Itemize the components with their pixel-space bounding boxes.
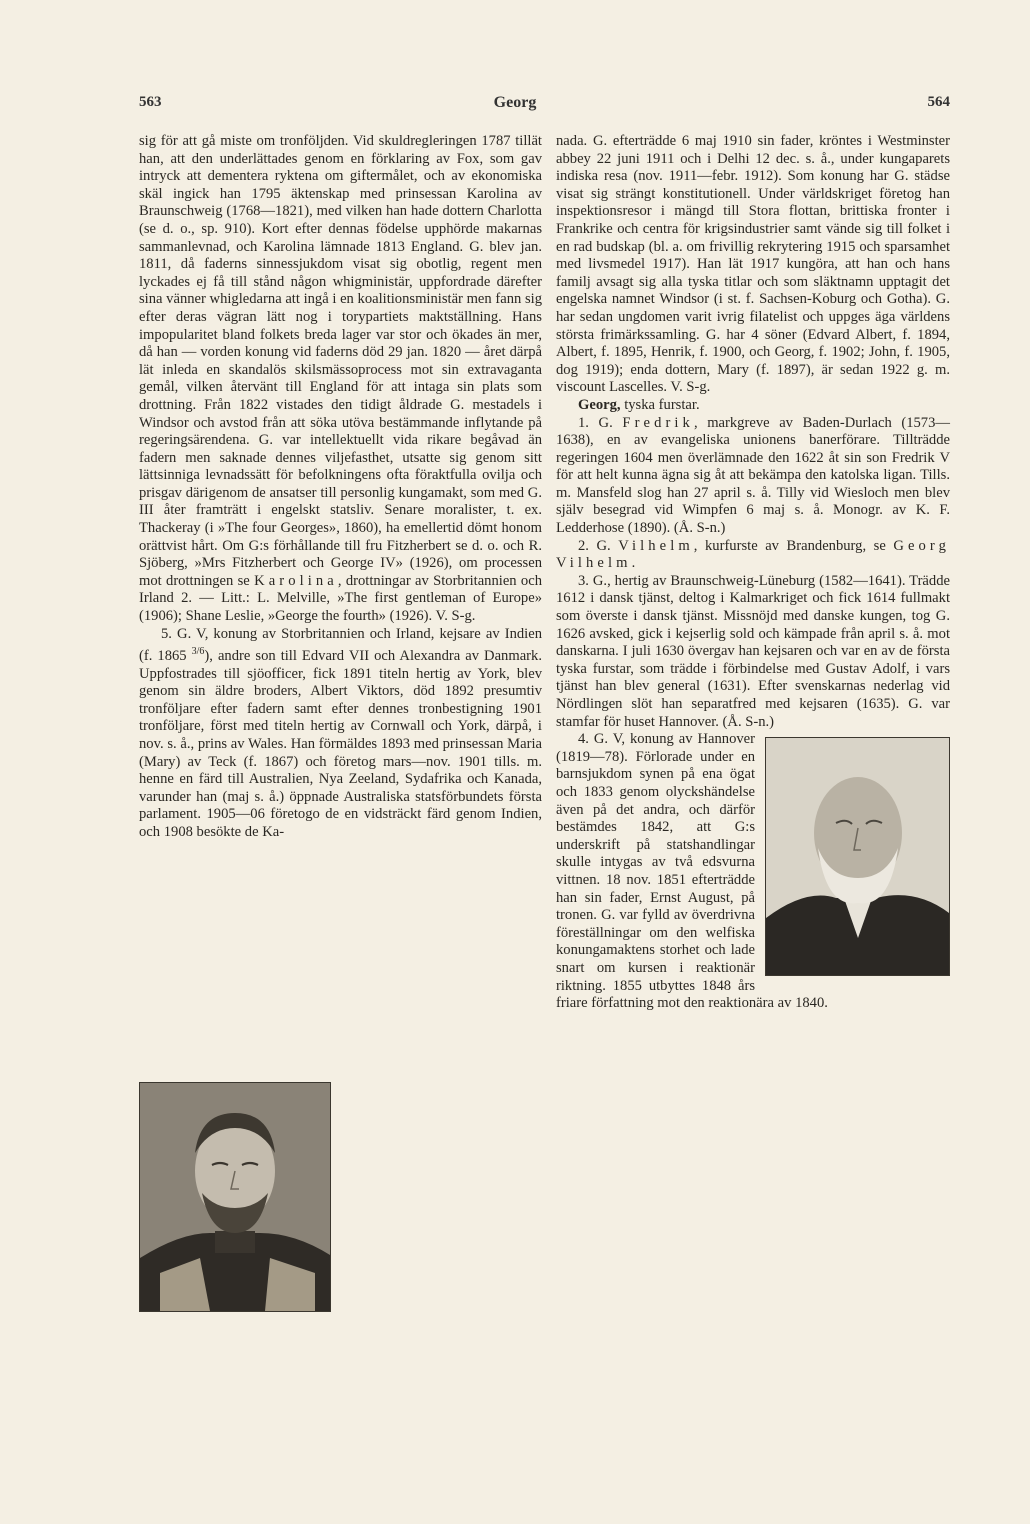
right-column <box>556 133 950 1013</box>
portrait-hannover-illustration <box>766 738 949 975</box>
left-column <box>139 133 542 842</box>
portrait-georg-v-illustration <box>140 1083 330 1311</box>
page-number-right: 564 <box>927 94 950 110</box>
paragraph-georg-v-cont: nada. G. efterträdde 6 maj 1910 sin fader, kröntes i Westminster abbey 22 juni 1911 och i Delhi 12 dec. s. å., under kungaparets indiska resa (nov. 1911—febr. 1912). Som konung har G. städse visat sig strängt konstitutionell. Under världskriget företog han inspektionsresor i mängd till Stora flottan, brittiska fronter i Frankrike och centra för krigsindustrier samt vände sig till folket i en rad budskap (bl. a. om frivillig rekrytering 1915 och sparsamhet med livsmedel 1917). Han lät 1917 kungöra, att han och hans familj avsagt sig alla tyska titlar och som släktnamn upptagit det engelska namnet Windsor (i st. f. Sachsen-Koburg och Gotha). G. har sedan ungdomen varit ivrig filatelist och uppges äga världens största frimärkssamling. G. har 4 söner (Edvard Albert, f. 1894, Albert, f. 1895, Henrik, f. 1900, och Georg, f. 1902; John, f. 1905, dog 1919); enda dottern, Mary (f. 1897), är sedan 1922 g. m. viscount Lascelles. V. S-g. <box>556 133 950 396</box>
paragraph-georg-iv-cont: sig för att gå miste om tronföljden. Vid skuldregleringen 1787 tillät han, att den underlättades genom en förklaring av Fox, som gav intryck att dementera ryktena om giftermålet, och av ekonomiska skäl ingick han 1795 äktenskap med prinsessan Karolina av Braunschweig (1768—1821), med vilken han hade dottern Charlotta (se d. o., sp. 910). Kort efter dennas födelse upphörde makarnas sammanlevnad, och Karolina lämnade 1813 England. G. blev jan. 1811, då faderns sinnessjukdom visat sig obotlig, regent men lyckades ej få till stånd någon whigministär, uppfordrade därefter sina vänner whigledarna att ingå i en koalitionsministär men fann sig efter deras vägran lätt nog i torypartiets maktställning. Hans impopularitet bland folkets breda lager var stor och ökades än mer, då han — vorden konung vid faderns död 29 jan. 1820 — året därpå lät inleda en skandalös skilsmässoprocess mot sin extravaganta gemål, vilken återvänt till England för att intaga sin plats som drottning. Från 1822 vistades den tidigt åldrade G. mestadels i Windsor och avstod från att söka utöva bestämmande inflytande på regeringsärendena. G. var intellektuellt vida rikare begåvad än fadern men saknade dennes viljefasthet, utsatte sig genom sitt lättsinniga levnadssätt för befolkningens ofta föraktfulla ovilja och prisgav därigenom de ansatser till personlig kungamakt, som med G. III åter framträtt i engelskt statsliv. Senare moralister, t. ex. Thackeray (i »The four Georges», 1860), ha emellertid dömt honom orättvist hårt. Om G:s förhållande till fru Fitzherbert se d. o. och R. Sjöberg, »Mrs Fitzherbert och George IV» (1926), om processen mot drottningen se Karolina, drottningar av Storbritannien och Irland 2. — Litt.: L. Melville, »The first gentleman of Europe» (1906); Shane Leslie, »George the fourth» (1926). V. S-g. <box>139 133 542 625</box>
portrait-georg-v <box>139 1082 331 1312</box>
section-heading-tyska-furstar: Georg, tyska furstar. <box>578 396 700 413</box>
running-title: Georg <box>493 94 537 111</box>
page-number-left: 563 <box>139 94 162 110</box>
birth-date-fraction: 3/6 <box>191 646 205 658</box>
paragraph-georg-v: 5. G. V, konung av Storbritannien och Irland, kejsare av Indien (f. 1865 $^{3/6}$), andre son till Edvard VII och Alexandra av Danmark. Uppfostrades till sjöofficer, fick 1891 titeln hertig av York, blev genom sin äldre broders, Albert Viktors, död 1892 presumtiv tronföljare efter fadern samt efter dennes tronbestigning 1901 tronföljare, först med titeln hertig av Cornwall och York, därpå, i nov. s. å., prins av Wales. Han förmäldes 1893 med prinsessan Maria (Mary) av Teck (f. 1867) och företog mars—nov. 1901 tills. m. henne en färd till Australien, Nya Zeeland, Sydafrika och Kanada, varunder han (maj s. å.) öppnade Australiska statsförbundets första parlament. 1905—06 företogo de en vidsträckt färd genom Indien, och 1908 besökte de Ka- <box>139 625 542 841</box>
paragraph-georg-fredrik: 1. G. Fredrik, markgreve av Baden-Durlach (1573—1638), en av evangeliska unionens banerförare. Tillträdde regeringen 1604 men överlämnade den 1622 åt sin son Fredrik V för att helt kunna ägna sig åt att bekämpa den katolska ligan. Tills. m. Mansfeld slog han 27 april s. å. Tilly vid Wiesloch men blev själv besegrad vid Wimpfen 6 maj s. å. Monogr. av K. F. Ledderhose (1890). (Å. S-n.) <box>556 414 950 537</box>
portrait-georg-v-hannover <box>765 737 950 976</box>
paragraph-georg-vilhelm: 2. G. Vilhelm, kurfurste av Brandenburg, se Georg Vilhelm. <box>556 537 950 572</box>
paragraph-georg-braunschweig: 3. G., hertig av Braunschweig-Lüneburg (1582—1641). Trädde 1612 i dansk tjänst, deltog i Kalmarkriget och fick 1614 fullmakt som överste i dansk tjänst. Missnöjd med danske kungen, tog G. 1626 avsked, gick i kejserlig sold och kämpade från april s. å. mot danskarna. I juli 1630 övergav han kejsaren och var en av de första tyska furstar, som trädde i förbindelse med Gustav Adolf, i vars tjänst han blev general (1631). Efter svenskarnas nederlag vid Nördlingen slöt han separatfred med kejsaren (1635). G. var stamfar för huset Hannover. (Å. S-n.) <box>556 572 950 730</box>
paragraph-georg-v-hannover: 4. G. V, konung av Hannover (1819—78). Förlorade under en barnsjukdom synen på ena ögat och 1833 genom olyckshändelse även på det andra, och därför bestämdes 1842, att G:s underskrift på statshandlingar skulle intygas av två edsvurna vittnen. 18 nov. 1851 efterträdde han sin fader, Ernst August, på tronen. G. var fylld av överdrivna föreställningar om den welfiska konungamaktens storhet och lade snart om kursen i reaktionär riktning. 1855 utbyttes 1848 års friare författning mot den reaktionära av 1840. <box>556 731 950 1013</box>
